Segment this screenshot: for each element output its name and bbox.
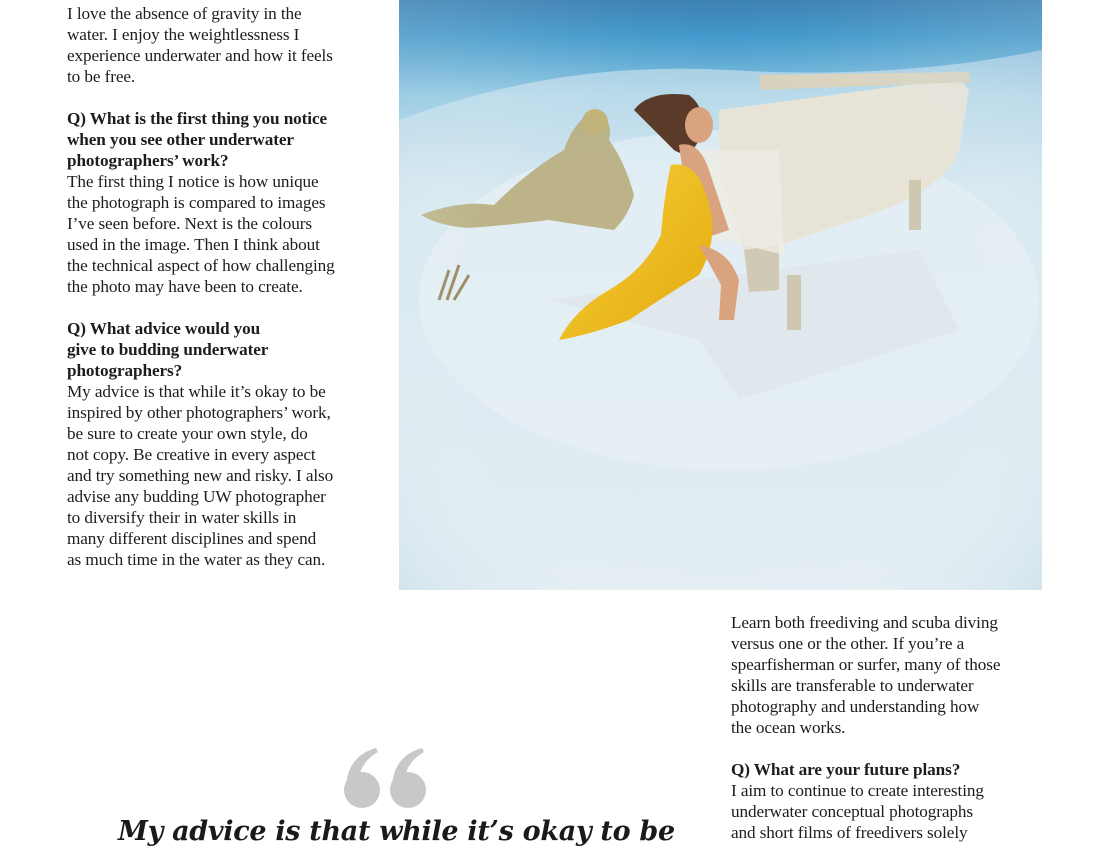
text-line: Learn both freediving and scuba diving — [731, 613, 998, 632]
text-line: The first thing I notice is how unique — [67, 172, 319, 191]
right-text-column — [731, 612, 1061, 843]
text-line: photography and understanding how — [731, 697, 980, 716]
text-line: to diversify their in water skills in — [67, 508, 297, 527]
text-line: as much time in the water as they can. — [67, 550, 326, 569]
question-line: photographers? — [67, 361, 183, 380]
question-line: photographers’ work? — [67, 151, 229, 170]
text-line: advise any budding UW photographer — [67, 487, 326, 506]
text-line: be sure to create your own style, do — [67, 424, 308, 443]
text-line: the technical aspect of how challenging — [67, 256, 335, 275]
text-line: skills are transferable to underwater — [731, 676, 974, 695]
question-line: Q) What are your future plans? — [731, 760, 961, 779]
text-line: versus one or the other. If you’re a — [731, 634, 965, 653]
answer-advice — [67, 381, 387, 570]
question-future-plans — [731, 759, 1061, 780]
text-line: to be free. — [67, 67, 136, 86]
question-line: Q) What is the first thing you notice — [67, 109, 328, 128]
intro-paragraph — [67, 3, 387, 87]
text-line: the photo may have been to create. — [67, 277, 303, 296]
question-line: Q) What advice would you — [67, 319, 261, 338]
text-line: inspired by other photographers’ work, — [67, 403, 331, 422]
text-line: many different disciplines and spend — [67, 529, 317, 548]
text-line: and short films of freedivers solely — [731, 823, 968, 842]
text-line: I aim to continue to create interesting — [731, 781, 984, 800]
quotation-mark-icon — [340, 742, 435, 812]
text-line: and try something new and risky. I also — [67, 466, 334, 485]
question-first-thing — [67, 108, 387, 171]
answer-first-thing — [67, 171, 387, 297]
text-line: spearfisherman or surfer, many of those — [731, 655, 1001, 674]
left-text-column — [67, 3, 387, 570]
underwater-piano-photo — [399, 0, 1042, 590]
pull-quote: My advice is that while it’s okay to be — [118, 816, 675, 847]
text-line: My advice is that while it’s okay to be — [67, 382, 326, 401]
text-line: the photograph is compared to images — [67, 193, 326, 212]
text-line: water. I enjoy the weightlessness I — [67, 25, 300, 44]
text-line: I’ve seen before. Next is the colours — [67, 214, 312, 233]
text-line: not copy. Be creative in every aspect — [67, 445, 316, 464]
answer-future-plans — [731, 780, 1061, 843]
answer-continued — [731, 612, 1061, 738]
text-line: I love the absence of gravity in the — [67, 4, 302, 23]
question-advice — [67, 318, 387, 381]
text-line: experience underwater and how it feels — [67, 46, 333, 65]
question-line: when you see other underwater — [67, 130, 294, 149]
text-line: underwater conceptual photographs — [731, 802, 974, 821]
text-line: used in the image. Then I think about — [67, 235, 320, 254]
question-line: give to budding underwater — [67, 340, 269, 359]
text-line: the ocean works. — [731, 718, 846, 737]
